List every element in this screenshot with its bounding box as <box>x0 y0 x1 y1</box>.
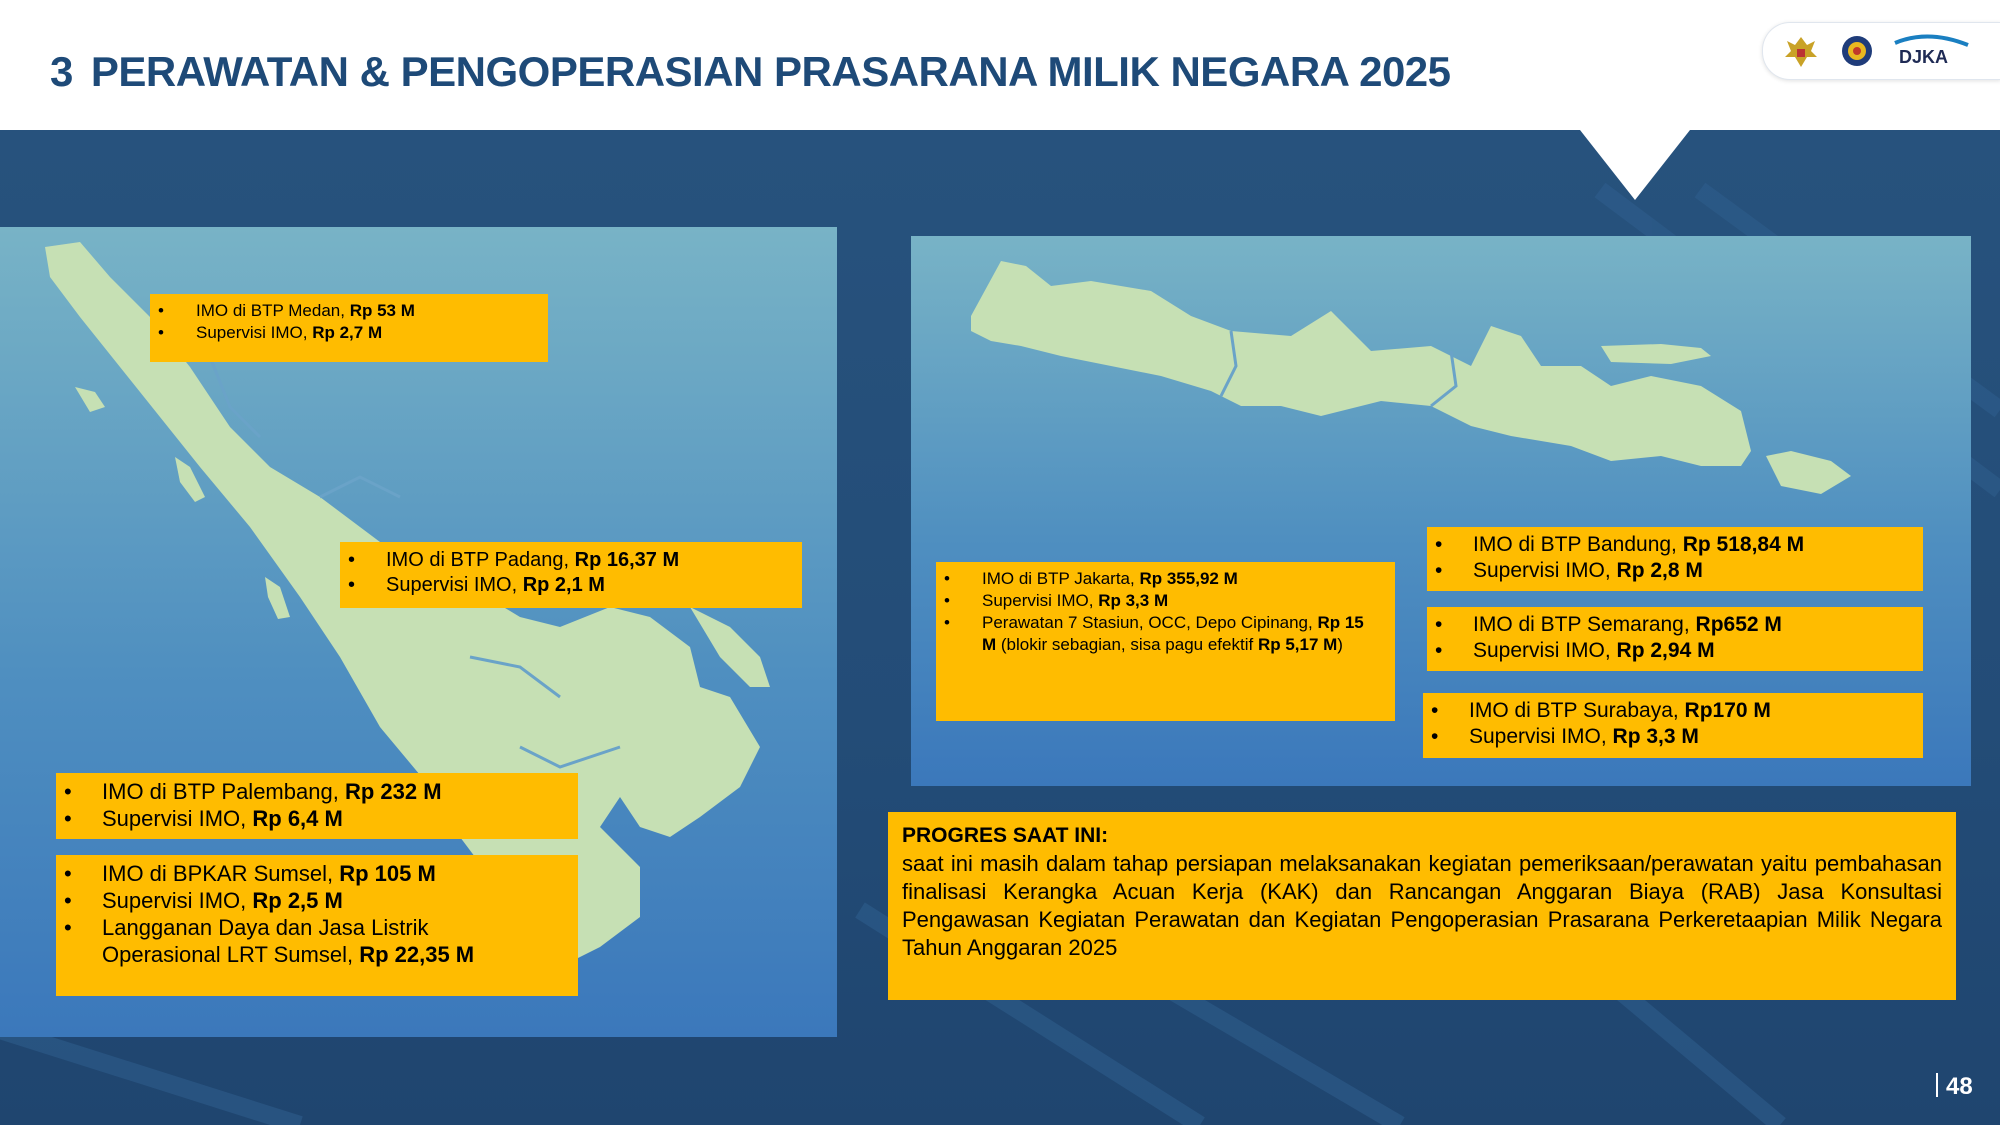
item-label: Langganan Daya dan Jasa Listrik Operasional LRT Sumsel, <box>102 915 429 967</box>
item-value: Rp 2,1 M <box>522 574 605 596</box>
mentawai-island <box>265 577 290 619</box>
title-text: PERAWATAN & PENGOPERASIAN PRASARANA MILIK NEGARA 2025 <box>90 48 1451 95</box>
item-label: IMO di BTP Medan, <box>196 301 350 320</box>
djka-logo <box>1895 36 1968 67</box>
item-value: Rp 53 M <box>349 301 415 320</box>
item-label: Supervisi IMO, <box>102 806 253 831</box>
bangka-island <box>690 607 770 687</box>
logo-bar <box>1762 22 2000 80</box>
item-label: IMO di BTP Surabaya, <box>1469 699 1685 722</box>
list-item <box>56 914 518 968</box>
item-label: Supervisi IMO, <box>1469 725 1613 748</box>
item-label: IMO di BTP Bandung, <box>1473 533 1683 556</box>
item-note: (blokir sebagian, sisa pagu efektif <box>996 635 1258 654</box>
list-item <box>56 860 518 887</box>
palembang-info-box <box>56 773 578 839</box>
padang-list <box>340 548 802 598</box>
list-item <box>936 590 1375 612</box>
list-item <box>1427 558 1923 584</box>
list-item <box>340 573 802 598</box>
item-value: Rp 2,8 M <box>1616 559 1703 582</box>
logo-group <box>1763 23 2000 79</box>
semarang-info-box <box>1427 607 1923 671</box>
header-notch <box>1580 130 1690 200</box>
jakarta-list <box>936 568 1375 656</box>
item-label: Supervisi IMO, <box>102 888 253 913</box>
medan-info-box <box>150 294 548 362</box>
progress-title: PROGRES SAAT INI: <box>902 824 1109 847</box>
bandung-list <box>1427 532 1923 584</box>
garuda-emblem-icon <box>1785 37 1817 67</box>
item-label: Supervisi IMO, <box>1473 639 1617 662</box>
surabaya-list <box>1423 698 1923 750</box>
list-item <box>56 805 578 832</box>
list-item <box>1423 698 1923 724</box>
list-item <box>150 322 548 344</box>
list-item <box>56 887 518 914</box>
item-label: Supervisi IMO, <box>1473 559 1617 582</box>
list-item <box>1427 612 1923 638</box>
page-title <box>50 48 1451 96</box>
item-value: Rp 3,3 M <box>1612 725 1699 748</box>
list-item <box>340 548 802 573</box>
item-value: Rp 2,5 M <box>252 888 343 913</box>
padang-info-box <box>340 542 802 608</box>
item-value: Rp 16,37 M <box>574 549 680 571</box>
item-note-close: ) <box>1337 635 1343 654</box>
semarang-list <box>1427 612 1923 664</box>
item-value: Rp 518,84 M <box>1682 533 1805 556</box>
item-value: Rp 2,94 M <box>1616 639 1715 662</box>
item-value-effective: Rp 5,17 M <box>1257 635 1338 654</box>
item-value: Rp652 M <box>1695 613 1782 636</box>
item-value: Rp 22,35 M <box>359 942 475 967</box>
bali-island <box>1766 451 1851 494</box>
list-item <box>150 300 548 322</box>
bpkar-list <box>56 860 518 968</box>
page-number-divider <box>1936 1073 1938 1097</box>
item-label: IMO di BTP Palembang, <box>102 779 345 804</box>
item-label: Supervisi IMO, <box>982 591 1099 610</box>
madura-island <box>1601 344 1711 364</box>
section-number: 3 <box>50 48 73 95</box>
jakarta-info-box <box>936 562 1395 721</box>
item-label: IMO di BPKAR Sumsel, <box>102 861 340 886</box>
list-item <box>936 612 1375 656</box>
medan-list <box>150 300 548 344</box>
list-item <box>56 778 578 805</box>
list-item <box>1427 532 1923 558</box>
item-value: Rp 355,92 M <box>1139 569 1238 588</box>
small-island <box>75 387 105 412</box>
page-number <box>1936 1073 1973 1101</box>
kemenhub-emblem-icon <box>1842 36 1872 66</box>
item-label: IMO di BTP Jakarta, <box>982 569 1140 588</box>
java-island <box>971 261 1751 466</box>
item-value: Rp 15 M <box>982 613 1364 654</box>
djka-text: DJKA <box>1899 47 1949 67</box>
progress-body: saat ini masih dalam tahap persiapan melaksanakan kegiatan pemeriksaan/perawatan yaitu pembahasan finalisasi Kerangka Acuan Kerja (KAK) dan Rancangan Anggaran Biaya (RAB) Jasa Konsultasi Pengawasan Kegiatan Perawatan dan Kegiatan Pengoperasian Prasarana Perkeretaapian Milik Negara Tahun Anggaran 2025 <box>902 851 1942 960</box>
list-item <box>936 568 1375 590</box>
item-label: IMO di BTP Padang, <box>386 549 575 571</box>
bpkar-info-box <box>56 855 578 996</box>
item-value: Rp 6,4 M <box>252 806 343 831</box>
item-value: Rp 3,3 M <box>1098 591 1169 610</box>
item-label: Supervisi IMO, <box>196 323 313 342</box>
item-label: Perawatan 7 Stasiun, OCC, Depo Cipinang, <box>982 613 1318 632</box>
item-value: Rp170 M <box>1684 699 1771 722</box>
item-value: Rp 105 M <box>339 861 436 886</box>
item-value: Rp 2,7 M <box>312 323 383 342</box>
item-label: IMO di BTP Semarang, <box>1473 613 1696 636</box>
bandung-info-box <box>1427 527 1923 591</box>
header <box>0 0 2000 130</box>
palembang-list <box>56 778 578 832</box>
item-label: Supervisi IMO, <box>386 574 523 596</box>
page-number-value: 48 <box>1946 1073 1973 1100</box>
surabaya-info-box <box>1423 693 1923 758</box>
list-item <box>1427 638 1923 664</box>
progress-box <box>888 812 1956 1000</box>
list-item <box>1423 724 1923 750</box>
item-value: Rp 232 M <box>344 779 442 804</box>
